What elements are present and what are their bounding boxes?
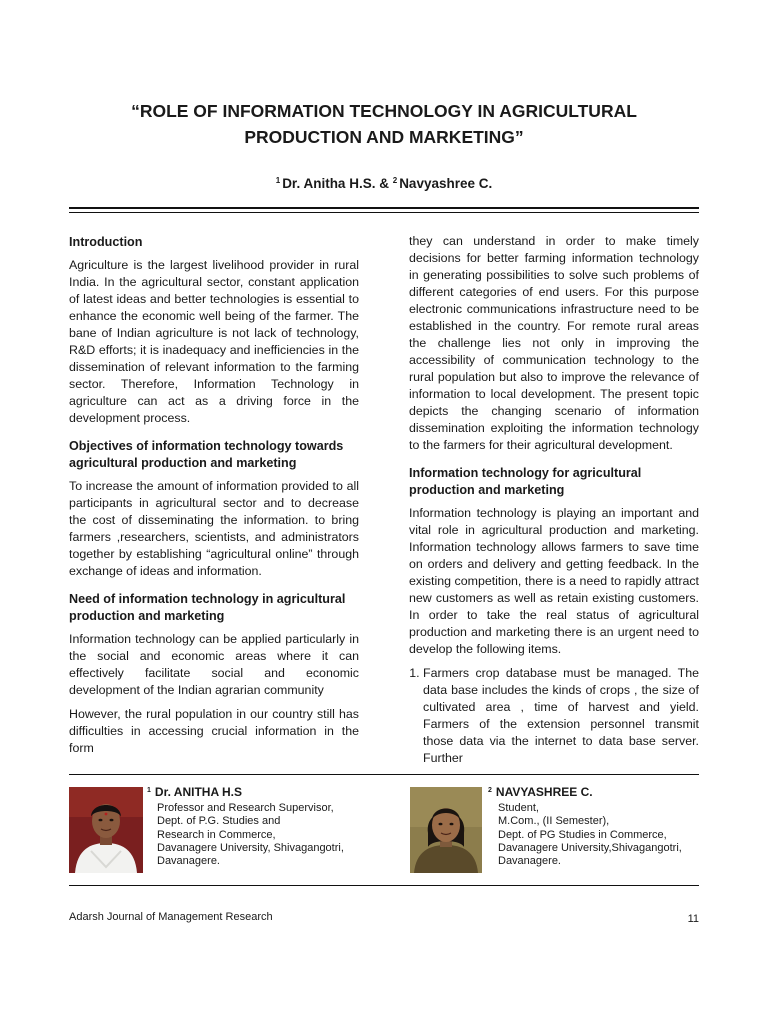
- author2-photo: [410, 787, 482, 873]
- author1-bio-line: Dept. of P.G. Studies and: [157, 815, 281, 828]
- left-column: [69, 234, 359, 764]
- right-column: [409, 233, 699, 767]
- title-line-1: “ROLE OF INFORMATION TECHNOLOGY IN AGRICULTURAL: [131, 101, 637, 121]
- it-heading: Information technology for agricultural production and marketing: [409, 466, 642, 497]
- page-number: 11: [687, 913, 699, 925]
- author2-bio-line: Davanagere.: [498, 855, 561, 868]
- author2-bio-line: Dept. of PG Studies in Commerce,: [498, 828, 667, 841]
- need-paragraph-2: However, the rural population in our country still has difficulties in accessing crucial information in the form: [69, 707, 359, 755]
- objectives-heading: Objectives of information technology towards agricultural production and marketing: [69, 439, 344, 470]
- intro-paragraph: Agriculture is the largest livelihood provider in rural India. In the agricultural sector, constant application of latest ideas and better technologies is essential to enhance the economic well being of the farmer. The bane of Indian agriculture is not lack of technology, R&D efforts; it is inadequacy and inefficiencies in the dissemination of relevant information to the farming sector. Therefore, Information Technology in agriculture can act as a driving force in the development process.: [69, 258, 359, 425]
- continued-paragraph: they can understand in order to make timely decisions for better farming information technology in generating possibilities to solve such problems of different categories of end users. For this purpose electronic communications infrastructure need to be established in the country. For remote rural areas the challenge lies not only in improving the accessibility of communication technology to the rural population but also to improve the relevance of information to local development. The present topic depicts the changing scenario of information dissemination exploiting the information technology to the farmers for their agricultural development.: [409, 234, 699, 452]
- title-line-2: PRODUCTION AND MARKETING”: [244, 127, 524, 147]
- author-separator: &: [379, 176, 389, 191]
- author1-bio-line: Research in Commerce,: [157, 828, 276, 841]
- author2-bio-name: $^2$ NAVYASHREE C.: [488, 785, 593, 799]
- article-title: [70, 98, 698, 150]
- intro-heading: Introduction: [69, 235, 143, 249]
- author2-bio-line: Davanagere University,Shivagangotri,: [498, 841, 682, 854]
- author2-bio-text: [488, 784, 708, 868]
- author2-bio-line: Student,: [498, 802, 539, 815]
- author2-name: Navyashree C.: [399, 176, 493, 191]
- need-heading: Need of information technology in agricultural production and marketing: [69, 592, 346, 623]
- it-paragraph: Information technology is playing an important and vital role in agricultural production and marketing. Information technology allows farmers to save time on orders and delivery and getting feedback. In the existing competition, there is a need to rapidly attract new customers as well as retain existing customers. In order to take the real status of agricultural production and marketing there is an urgent need to develop the following items.: [409, 506, 699, 656]
- bio-bottom-rule: [69, 885, 699, 886]
- journal-name: Adarsh Journal of Management Research: [69, 911, 273, 923]
- author2-number: 2: [392, 176, 398, 185]
- author1-bio-name: $^1$ Dr. ANITHA H.S: [147, 785, 243, 799]
- author-line: [70, 176, 698, 191]
- author1-name: Dr. Anitha H.S.: [282, 176, 376, 191]
- objectives-paragraph: To increase the amount of information provided to all participants in agricultural sector and to decrease the cost of disseminating the information. to bring farmers ,researchers, scientists, and administrators together by establishing “agricultural online” through exchange of ideas and information.: [69, 479, 359, 578]
- bio-top-rule: [69, 774, 699, 775]
- header-rule-thick: [69, 207, 699, 209]
- items-list: [409, 665, 699, 767]
- author1-bio-line: Davanagere.: [157, 855, 220, 868]
- list-item: 1. Farmers crop database must be managed. The data base includes the kinds of crops , the size of cultivated area , time of harvest and yield. Farmers of the extension personnel transmit those data via the internet to data base server. Further: [423, 665, 699, 767]
- author1-bio-text: [147, 784, 367, 868]
- header-rule-thin: [69, 212, 699, 213]
- author1-bio-line: Davanagere University, Shivagangotri,: [157, 841, 344, 854]
- author1-bio-line: Professor and Research Supervisor,: [157, 802, 334, 815]
- author1-photo: [69, 787, 143, 873]
- author2-bio-line: M.Com., (II Semester),: [498, 815, 610, 828]
- need-paragraph-1: Information technology can be applied particularly in the social and economic areas where it can effectively facilitate social and economic development of the Indian agrarian community: [69, 632, 359, 697]
- author1-number: 1: [275, 176, 281, 185]
